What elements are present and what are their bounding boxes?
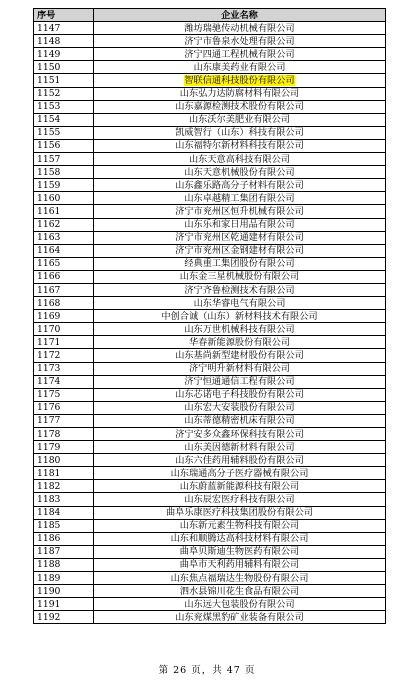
- table-row: [34, 310, 386, 323]
- company-name: 经典重工集团股份有限公司: [184, 258, 295, 270]
- company-name: 济宁四通工程机械有限公司: [184, 48, 295, 60]
- company-name-cell: [94, 257, 386, 270]
- company-name-cell: [94, 48, 386, 61]
- company-name-cell: [94, 244, 386, 257]
- serial-number-cell: 1151: [34, 74, 94, 87]
- company-name-cell: [94, 231, 386, 244]
- serial-number-cell: 1150: [34, 61, 94, 74]
- company-name-cell: [94, 467, 386, 480]
- company-name-cell: [94, 349, 386, 362]
- company-name-cell: [94, 388, 386, 401]
- serial-number-cell: 1189: [34, 572, 94, 585]
- company-name: 山东鑫乐路高分子材料有限公司: [175, 179, 304, 191]
- table-row: [34, 336, 386, 349]
- company-name-cell: [94, 179, 386, 192]
- company-name-cell: [94, 192, 386, 205]
- serial-number-cell: 1182: [34, 480, 94, 493]
- table-body: [34, 22, 386, 624]
- company-name: 山东万世机械科技有限公司: [184, 323, 295, 335]
- serial-number-cell: 1174: [34, 375, 94, 388]
- table-row: [34, 22, 386, 35]
- serial-number-cell: 1183: [34, 493, 94, 506]
- serial-number-cell: 1172: [34, 349, 94, 362]
- company-name: 中创合诚（山东）新材料技术有限公司: [161, 310, 318, 322]
- table-row: [34, 362, 386, 375]
- page-footer: 第 26 页，共 47 页: [158, 665, 256, 676]
- company-name-cell: [94, 441, 386, 454]
- table-row: [34, 506, 386, 519]
- table-row: [34, 545, 386, 558]
- table-row: [34, 297, 386, 310]
- serial-number-cell: 1187: [34, 545, 94, 558]
- table-row: [34, 532, 386, 545]
- company-name-cell: [94, 218, 386, 231]
- table-row: [34, 113, 386, 126]
- company-name-cell: [94, 74, 386, 87]
- table-row: [34, 179, 386, 192]
- serial-number-cell: 1165: [34, 257, 94, 270]
- company-name: 潍坊瑞驰传动机械有限公司: [184, 22, 295, 34]
- highlighted-company-name: 智联信通科技股份有限公司: [184, 75, 295, 87]
- serial-number-cell: 1177: [34, 414, 94, 427]
- company-name: 华春新能源股份有限公司: [188, 336, 291, 348]
- company-name-cell: [94, 323, 386, 336]
- company-name: 济宁恒通通信工程有限公司: [184, 376, 295, 388]
- table-row: [34, 375, 386, 388]
- company-name: 山东焦点福瑞达生物股份有限公司: [170, 572, 309, 584]
- serial-number-cell: 1176: [34, 401, 94, 414]
- company-name: 山东远大包装股份有限公司: [184, 598, 295, 610]
- serial-number-cell: 1149: [34, 48, 94, 61]
- table-row: [34, 441, 386, 454]
- serial-number-cell: 1162: [34, 218, 94, 231]
- table-row: [34, 166, 386, 179]
- table-row: [34, 270, 386, 283]
- table-row: [34, 74, 386, 87]
- serial-number-cell: 1166: [34, 270, 94, 283]
- company-name-cell: [94, 480, 386, 493]
- table-row: [34, 139, 386, 152]
- company-name: 山东兖煤黑豹矿业装备有限公司: [175, 611, 304, 623]
- serial-number-cell: 1148: [34, 35, 94, 48]
- company-name: 山东华睿电气有限公司: [193, 297, 286, 309]
- company-name-cell: [94, 428, 386, 441]
- serial-number-cell: 1184: [34, 506, 94, 519]
- serial-number-cell: 1170: [34, 323, 94, 336]
- company-name-cell: [94, 126, 386, 139]
- serial-number-cell: 1185: [34, 519, 94, 532]
- company-name: 山东芯诺电子科技股份有限公司: [175, 389, 304, 401]
- serial-number-cell: 1180: [34, 454, 94, 467]
- company-name: 山东和顺腾达高科技材料有限公司: [170, 533, 309, 545]
- table-row: [34, 35, 386, 48]
- table-row: [34, 585, 386, 598]
- table-row: [34, 231, 386, 244]
- company-name-cell: [94, 35, 386, 48]
- table-row: [34, 205, 386, 218]
- serial-number-cell: 1169: [34, 310, 94, 323]
- company-name-cell: [94, 87, 386, 100]
- table-row: [34, 192, 386, 205]
- serial-number-cell: 1164: [34, 244, 94, 257]
- company-name-cell: [94, 166, 386, 179]
- company-name: 济宁市兖州区乾通建材有限公司: [175, 232, 304, 244]
- company-name: 山东卓越精工集团有限公司: [184, 192, 295, 204]
- table-row: [34, 467, 386, 480]
- company-name: 曲阜贝斯迪生物医药有限公司: [179, 546, 300, 558]
- table-header-row: [34, 9, 386, 22]
- serial-number-cell: 1159: [34, 179, 94, 192]
- company-name: 济宁市兖州区恒升机械有限公司: [175, 205, 304, 217]
- company-name: 山东蔚蓝新能源科技有限公司: [179, 480, 300, 492]
- serial-number-cell: 1160: [34, 192, 94, 205]
- company-name: 山东天意高科技有限公司: [188, 153, 291, 165]
- company-name: 山东金三星机械股份有限公司: [179, 271, 300, 283]
- header-serial-number: 序号: [34, 9, 94, 22]
- company-name: 山东基尚新型建材股份有限公司: [175, 349, 304, 361]
- table-row: [34, 401, 386, 414]
- company-name-cell: [94, 22, 386, 35]
- table-row: [34, 454, 386, 467]
- serial-number-cell: 1190: [34, 585, 94, 598]
- serial-number-cell: 1168: [34, 297, 94, 310]
- serial-number-cell: 1147: [34, 22, 94, 35]
- company-name: 山东蒂德精密机床有限公司: [184, 415, 295, 427]
- serial-number-cell: 1155: [34, 126, 94, 139]
- table-row: [34, 519, 386, 532]
- company-name: 山东嘉源检测技术股份有限公司: [175, 101, 304, 113]
- serial-number-cell: 1156: [34, 139, 94, 152]
- company-name: 曲阜市天利药用辅料有限公司: [179, 559, 300, 571]
- company-name-cell: [94, 270, 386, 283]
- table-row: [34, 283, 386, 296]
- company-name: 山东六佳药用辅料股份有限公司: [175, 454, 304, 466]
- serial-number-cell: 1167: [34, 283, 94, 296]
- serial-number-cell: 1161: [34, 205, 94, 218]
- company-name-cell: [94, 61, 386, 74]
- serial-number-cell: 1188: [34, 558, 94, 571]
- company-name-cell: [94, 297, 386, 310]
- table-row: [34, 349, 386, 362]
- table-row: [34, 493, 386, 506]
- company-name: 山东福特尔新材料科技有限公司: [175, 140, 304, 152]
- table-row: [34, 558, 386, 571]
- table-row: [34, 126, 386, 139]
- serial-number-cell: 1173: [34, 362, 94, 375]
- table-row: [34, 257, 386, 270]
- serial-number-cell: 1163: [34, 231, 94, 244]
- table-row: [34, 323, 386, 336]
- company-name-cell: [94, 572, 386, 585]
- serial-number-cell: 1154: [34, 113, 94, 126]
- serial-number-cell: 1192: [34, 611, 94, 624]
- company-name: 山东康美药业有限公司: [193, 61, 286, 73]
- company-name-cell: [94, 205, 386, 218]
- company-name: 济宁安多众鑫环保科技有限公司: [175, 428, 304, 440]
- company-name: 山东天意机械股份有限公司: [184, 166, 295, 178]
- company-name: 山东辰宏医疗科技有限公司: [184, 494, 295, 506]
- company-name-cell: [94, 558, 386, 571]
- company-name-cell: [94, 493, 386, 506]
- serial-number-cell: 1152: [34, 87, 94, 100]
- table-row: [34, 61, 386, 74]
- company-name-cell: [94, 100, 386, 113]
- table-row: [34, 428, 386, 441]
- company-name: 山东宏大安装股份有限公司: [184, 402, 295, 414]
- company-name-cell: [94, 585, 386, 598]
- table-row: [34, 100, 386, 113]
- table-row: [34, 480, 386, 493]
- table-row: [34, 87, 386, 100]
- company-name-cell: [94, 310, 386, 323]
- company-name-cell: [94, 532, 386, 545]
- serial-number-cell: 1175: [34, 388, 94, 401]
- table-row: [34, 48, 386, 61]
- serial-number-cell: 1191: [34, 598, 94, 611]
- serial-number-cell: 1186: [34, 532, 94, 545]
- company-name-cell: [94, 598, 386, 611]
- serial-number-cell: 1181: [34, 467, 94, 480]
- company-name-cell: [94, 611, 386, 624]
- table-row: [34, 414, 386, 427]
- company-name-cell: [94, 362, 386, 375]
- company-name: 山东美因德新材料有限公司: [184, 441, 295, 453]
- company-name: 济宁市兖州区金钢建材有限公司: [175, 245, 304, 257]
- company-list-table: [33, 8, 386, 624]
- company-name-cell: [94, 401, 386, 414]
- company-name-cell: [94, 454, 386, 467]
- table-row: [34, 611, 386, 624]
- company-name: 山东新元素生物科技有限公司: [179, 520, 300, 532]
- company-name-cell: [94, 153, 386, 166]
- table-row: [34, 572, 386, 585]
- company-name-cell: [94, 375, 386, 388]
- company-name-cell: [94, 283, 386, 296]
- table-row: [34, 598, 386, 611]
- table-row: [34, 153, 386, 166]
- serial-number-cell: 1158: [34, 166, 94, 179]
- company-name-cell: [94, 113, 386, 126]
- company-name: 山东乐和家日用品有限公司: [184, 219, 295, 231]
- serial-number-cell: 1171: [34, 336, 94, 349]
- company-name: 曲阜乐康医疗科技集团股份有限公司: [166, 507, 313, 519]
- header-company-name: 企业名称: [94, 9, 386, 22]
- table-row: [34, 244, 386, 257]
- company-name-cell: [94, 414, 386, 427]
- company-name: 泗水县锦川花生食品有限公司: [179, 585, 300, 597]
- serial-number-cell: 1153: [34, 100, 94, 113]
- company-name: 济宁齐鲁检测技术有限公司: [184, 284, 295, 296]
- company-name-cell: [94, 336, 386, 349]
- company-name: 山东弘力达防腐材料有限公司: [179, 88, 300, 100]
- company-name-cell: [94, 545, 386, 558]
- company-name-cell: [94, 519, 386, 532]
- company-name-cell: [94, 506, 386, 519]
- serial-number-cell: 1157: [34, 153, 94, 166]
- company-name: 济宁市鲁泉水处理有限公司: [184, 35, 295, 47]
- company-name: 凯威智行（山东）科技有限公司: [175, 127, 304, 139]
- company-name: 山东沃尔美肥业有限公司: [188, 114, 291, 126]
- table-row: [34, 218, 386, 231]
- company-name-cell: [94, 139, 386, 152]
- table-row: [34, 388, 386, 401]
- serial-number-cell: 1178: [34, 428, 94, 441]
- company-name: 山东瑞通高分子医疗器械有限公司: [170, 467, 309, 479]
- serial-number-cell: 1179: [34, 441, 94, 454]
- company-name: 济宁明升新材料有限公司: [188, 363, 291, 375]
